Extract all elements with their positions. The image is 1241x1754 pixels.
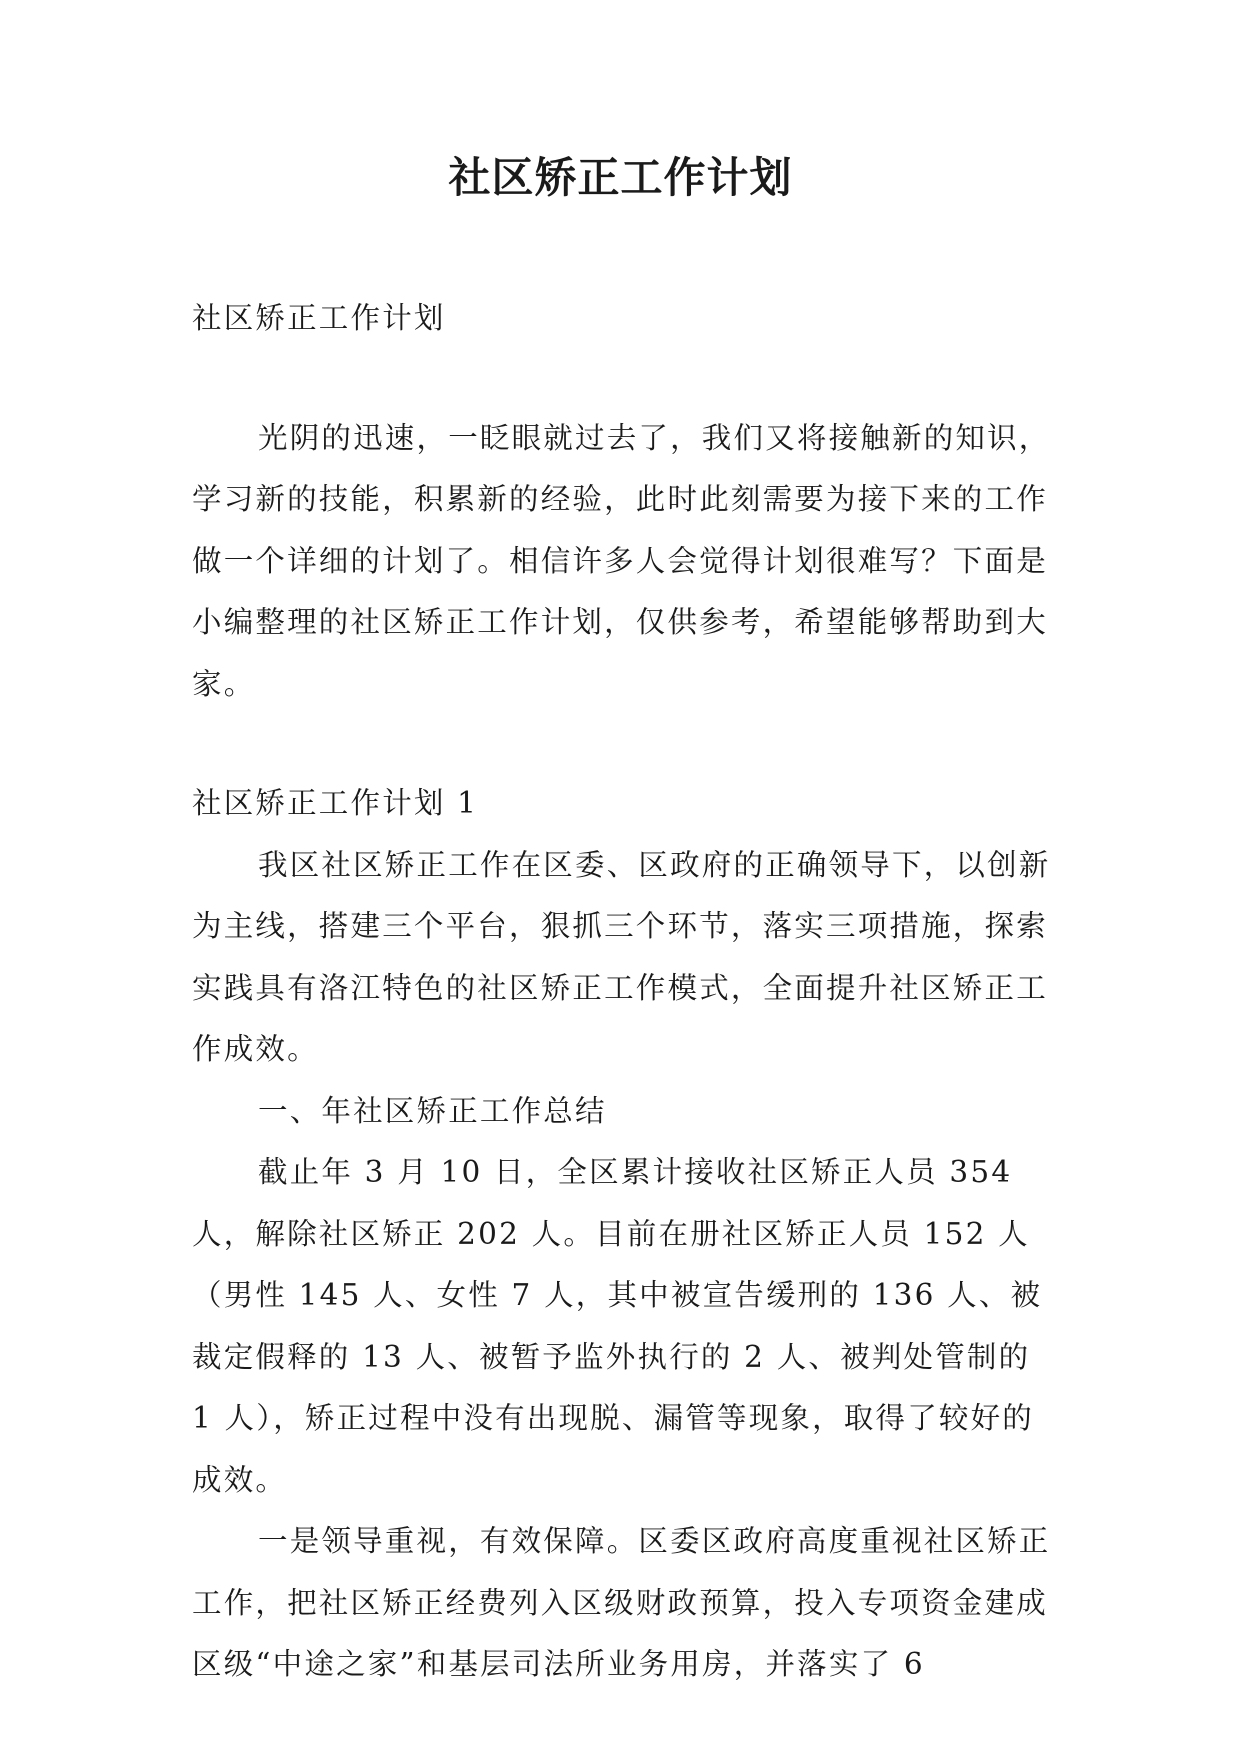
body-paragraph: 一是领导重视，有效保障。区委区政府高度重视社区矫正工作，把社区矫正经费列入区级财政预算，投入专项资金建成区级“中途之家”和基层司法所业务用房，并落实了 6 xyxy=(192,1524,1051,1681)
intro-paragraph: 光阴的迅速，一眨眼就过去了，我们又将接触新的知识，学习新的技能，积累新的经验，此时此刻需要为接下来的工作做一个详细的计划了。相信许多人会觉得计划很难写？下面是小编整理的社区矫正工作计划，仅供参考，希望能够帮助到大家。 xyxy=(192,420,1051,701)
section-subheading: 一、年社区矫正工作总结 xyxy=(258,1093,607,1128)
document-subtitle: 社区矫正工作计划 xyxy=(192,301,446,335)
body-paragraph: 截止年 3 月 10 日，全区累计接收社区矫正人员 354 人，解除社区矫正 202 人。目前在册社区矫正人员 152 人（男性 145 人、女性 7 人，其中被宣告缓刑的 136 人、被裁定假释的 13 人、被暂予监外执行的 2 人、被判处管制的 1 人），矫正过程中没有出现脱、漏管等现象，取得了较好的成效。 xyxy=(192,1155,1043,1497)
section-heading: 社区矫正工作计划 1 xyxy=(192,786,479,820)
document-body xyxy=(192,288,1056,1696)
document-title: 社区矫正工作计划 xyxy=(448,153,793,202)
body-paragraph: 我区社区矫正工作在区委、区政府的正确领导下，以创新为主线，搭建三个平台，狠抓三个环节，落实三项措施，探索实践具有洛江特色的社区矫正工作模式，全面提升社区矫正工作成效。 xyxy=(192,847,1051,1066)
